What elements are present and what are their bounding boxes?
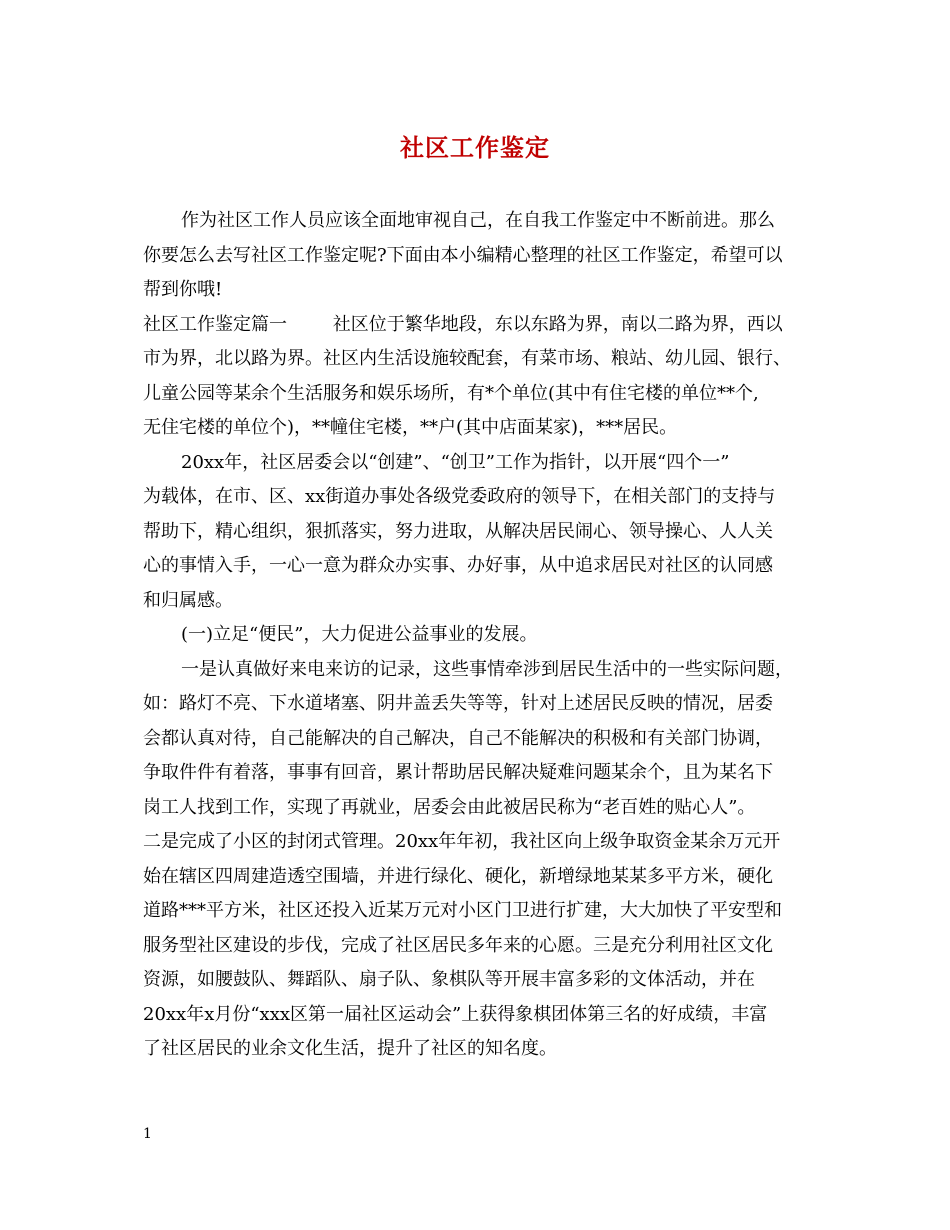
body-line: 二是完成了小区的封闭式管理。20xx年年初，我社区向上级争取资金某余万元开 <box>143 831 781 852</box>
page-number: 1 <box>143 1126 152 1142</box>
body-line: 无住宅楼的单位个)，**幢住宅楼，**户(其中店面某家)，***居民。 <box>143 417 678 438</box>
body-line: 一是认真做好来电来访的记录，这些事情牵涉到居民生活中的一些实际问题， <box>181 658 793 680</box>
body-line: 争取件件有着落，事事有回音，累计帮助居民解决疑难问题某余个，且为某名下 <box>143 762 773 783</box>
body-line: 社区工作鉴定篇一 社区位于繁华地段，东以东路为界，南以二路为界，西以 <box>143 313 783 335</box>
body-line: 帮到你哦! <box>143 279 223 300</box>
body-line: 市为界，北以路为界。社区内生活设施较配套，有菜市场、粮站、幼儿园、银行、 <box>143 348 791 369</box>
body-line: (一)立足“便民”，大力促进公益事业的发展。 <box>181 624 538 645</box>
body-line: 资源，如腰鼓队、舞蹈队、扇子队、象棋队等开展丰富多彩的文体活动，并在 <box>143 969 755 990</box>
body-line: 会都认真对待，自己能解决的自己解决，自己不能解决的积极和有关部门协调， <box>143 727 773 749</box>
body-line: 始在辖区四周建造透空围墙，并进行绿化、硬化，新增绿地某某多平方米，硬化 <box>143 865 773 887</box>
document-body <box>143 204 833 1067</box>
body-line: 为载体，在市、区、xx街道办事处各级党委政府的领导下，在相关部门的支持与 <box>143 486 776 507</box>
body-line: 服务型社区建设的步伐，完成了社区居民多年来的心愿。三是充分利用社区文化 <box>143 934 773 956</box>
body-line: 了社区居民的业余文化生活，提升了社区的知名度。 <box>143 1038 557 1059</box>
document-title: 社区工作鉴定 <box>400 133 550 162</box>
body-line: 你要怎么去写社区工作鉴定呢?下面由本小编精心整理的社区工作鉴定，希望可以 <box>143 244 783 266</box>
body-line: 道路***平方米，社区还投入近某万元对小区门卫进行扩建，大大加快了平安型和 <box>143 900 782 921</box>
body-line: 岗工人找到工作，实现了再就业，居委会由此被居民称为“老百姓的贴心人”。 <box>143 796 756 818</box>
body-line: 帮助下，精心组织，狠抓落实，努力进取，从解决居民闹心、领导操心、人人关 <box>143 520 773 542</box>
body-line: 心的事情入手，一心一意为群众办实事、办好事，从中追求居民对社区的认同感 <box>143 555 773 576</box>
body-line: 20xx年x月份“xxx区第一届社区运动会”上获得象棋团体第三名的好成绩，丰富 <box>143 1003 768 1025</box>
body-line: 20xx年，社区居委会以“创建”、“创卫”工作为指针，以开展“四个一” <box>181 451 730 473</box>
body-line: 儿童公园等某余个生活服务和娱乐场所，有*个单位(其中有住宅楼的单位**个, <box>143 382 759 404</box>
body-line: 如：路灯不亮、下水道堵塞、阴井盖丢失等等，针对上述居民反映的情况，居委 <box>143 693 773 714</box>
body-line: 作为社区工作人员应该全面地审视自己，在自我工作鉴定中不断前进。那么 <box>181 210 775 231</box>
body-line: 和归属感。 <box>143 589 233 611</box>
